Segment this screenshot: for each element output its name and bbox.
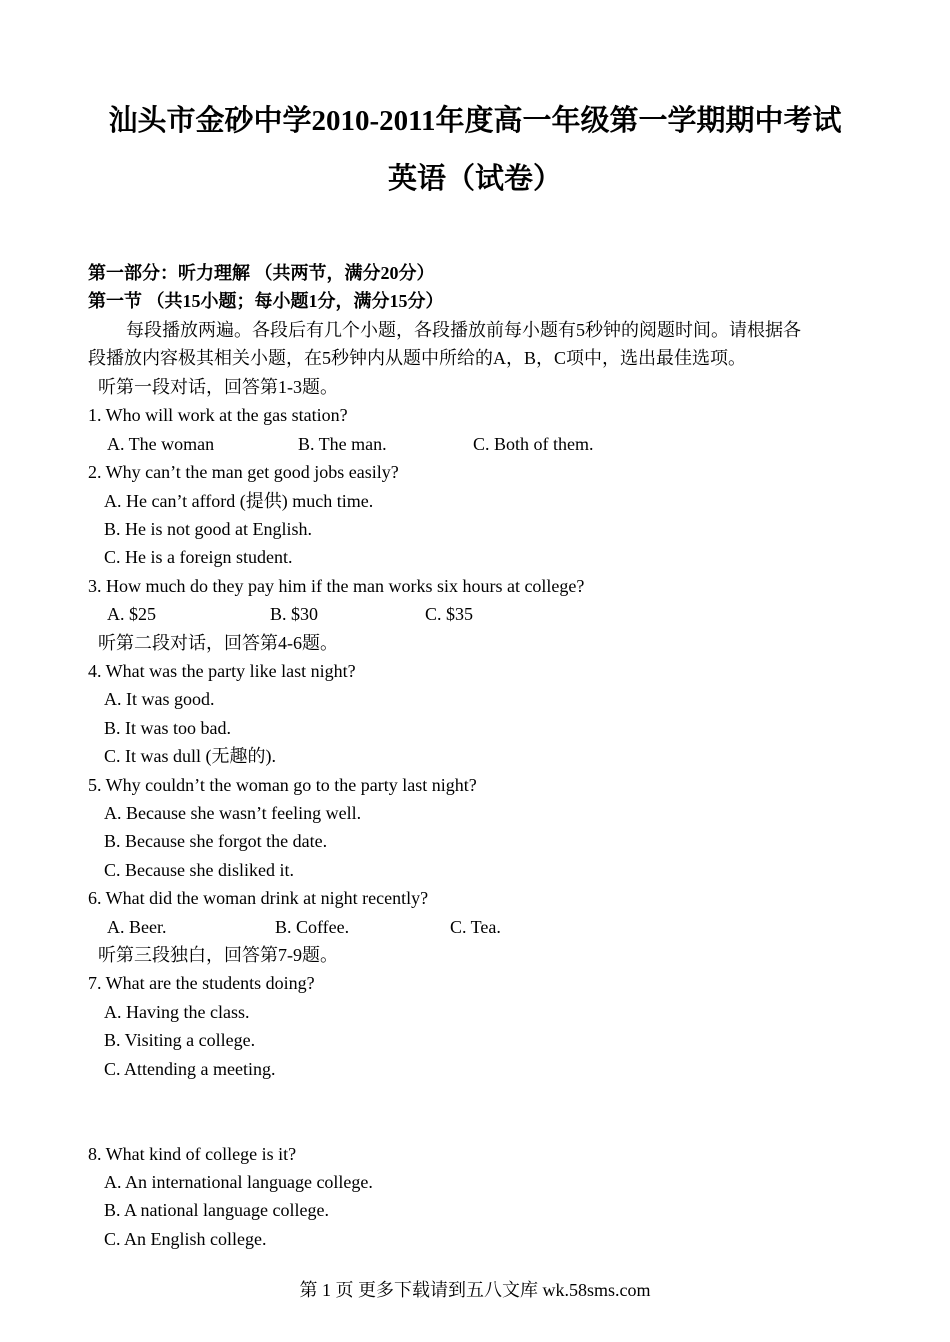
question-7-option-c: C. Attending a meeting. — [104, 1059, 276, 1079]
question-8-stem: 8. What kind of college is it? — [88, 1144, 297, 1164]
instruction-line-2: 段播放内容极其相关小题，在5秒钟内从题中所给的A，B，C项中，选出最佳选项。 — [88, 348, 747, 368]
question-7-option-a: A. Having the class. — [104, 1002, 250, 1022]
question-1-option-b: B. The man. — [298, 434, 387, 454]
question-4-stem: 4. What was the party like last night? — [88, 661, 356, 681]
instruction-line-1: 每段播放两遍。各段后有几个小题，各段播放前每小题有5秒钟的阅题时间。请根据各 — [126, 320, 801, 340]
question-2-option-b: B. He is not good at English. — [104, 519, 312, 539]
question-3-option-a: A. $25 — [107, 604, 156, 624]
exam-title: 汕头市金砂中学2010-2011年度高一年级第一学期期中考试 — [108, 105, 842, 137]
question-5-option-a: A. Because she wasn’t feeling well. — [104, 803, 362, 823]
question-1-option-c: C. Both of them. — [473, 434, 594, 454]
question-3-option-b: B. $30 — [270, 604, 319, 624]
question-5-option-c: C. Because she disliked it. — [104, 860, 294, 880]
question-4-option-a: A. It was good. — [104, 689, 215, 709]
dialog-2-prompt: 听第二段对话，回答第4-6题。 — [98, 633, 338, 653]
question-3-option-c: C. $35 — [425, 604, 474, 624]
question-1-option-a: A. The woman — [107, 434, 215, 454]
section1-heading: 第一节 （共15小题；每小题1分，满分15分） — [88, 291, 444, 311]
question-3-stem: 3. How much do they pay him if the man works six hours at college? — [88, 576, 585, 596]
question-6-option-a: A. Beer. — [107, 917, 167, 937]
question-6-option-c: C. Tea. — [450, 917, 501, 937]
question-8-option-a: A. An international language college. — [104, 1172, 373, 1192]
question-4-option-c: C. It was dull (无趣的). — [104, 746, 276, 766]
question-4-option-b: B. It was too bad. — [104, 718, 231, 738]
question-1-stem: 1. Who will work at the gas station? — [88, 405, 348, 425]
question-8-option-b: B. A national language college. — [104, 1200, 329, 1220]
question-6-stem: 6. What did the woman drink at night recently? — [88, 888, 429, 908]
question-2-option-a: A. He can’t afford (提供) much time. — [104, 491, 374, 511]
page-footer: 第 1 页 更多下载请到五八文库 wk.58sms.com — [299, 1280, 651, 1300]
question-5-stem: 5. Why couldn’t the woman go to the party last night? — [88, 775, 477, 795]
question-6-option-b: B. Coffee. — [275, 917, 350, 937]
question-7-option-b: B. Visiting a college. — [104, 1030, 256, 1050]
question-5-option-b: B. Because she forgot the date. — [104, 831, 328, 851]
question-2-stem: 2. Why can’t the man get good jobs easily? — [88, 462, 399, 482]
exam-subtitle: 英语（试卷） — [387, 163, 562, 195]
question-7-stem: 7. What are the students doing? — [88, 973, 315, 993]
dialog-3-prompt: 听第三段独白，回答第7-9题。 — [98, 945, 338, 965]
part1-heading: 第一部分：听力理解 （共两节，满分20分） — [88, 263, 435, 283]
question-8-option-c: C. An English college. — [104, 1229, 267, 1249]
dialog-1-prompt: 听第一段对话，回答第1-3题。 — [98, 377, 338, 397]
question-2-option-c: C. He is a foreign student. — [104, 547, 293, 567]
